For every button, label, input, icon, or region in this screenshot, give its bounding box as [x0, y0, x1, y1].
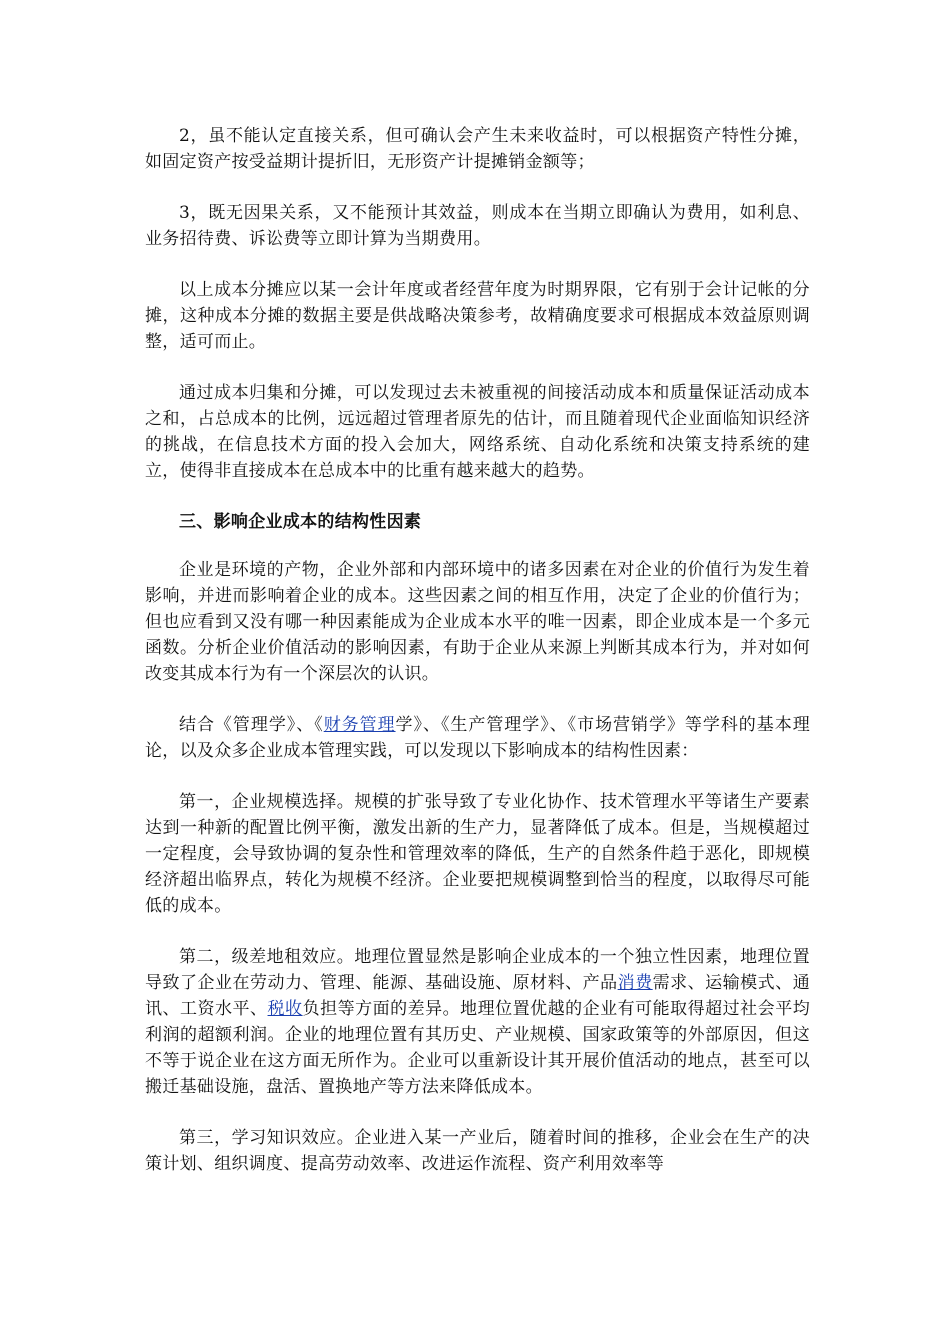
- link-xiaofei[interactable]: 消费: [617, 973, 653, 993]
- paragraph: [145, 789, 810, 919]
- paragraph: [145, 380, 810, 484]
- text-segment: 以上成本分摊应以某一会计年度或者经营年度为时期界限，它有别于会计记帐的分摊，这种成本分摊的数据主要是供战略决策参考，故精确度要求可根据成本效益原则调整，适可而止。: [145, 280, 810, 352]
- text-segment: 第三，学习知识效应。企业进入某一产业后，随着时间的推移，企业会在生产的决策计划、组织调度、提高劳动效率、改进运作流程、资产利用效率等: [145, 1128, 810, 1174]
- paragraph: [145, 944, 810, 1100]
- text-segment: 第一，企业规模选择。规模的扩张导致了专业化协作、技术管理水平等诸生产要素达到一种新的配置比例平衡，激发出新的生产力，显著降低了成本。但是，当规模超过一定程度，会导致协调的复杂性和管理效率的降低，生产的自然条件趋于恶化，即规模经济超出临界点，转化为规模不经济。企业要把规模调整到恰当的程度，以取得尽可能低的成本。: [145, 792, 810, 916]
- paragraph: [145, 277, 810, 355]
- text-segment: 学》、《生产管理学》、《市场营销学》等学科的基本理论，以及众多企业成本管理实践，可以发现以下影响成本的结构性因素：: [145, 715, 810, 761]
- text-segment: 通过成本归集和分摊，可以发现过去未被重视的间接活动成本和质量保证活动成本之和，占总成本的比例，远远超过管理者原先的估计，而且随着现代企业面临知识经济的挑战，在信息技术方面的投入会加大，网络系统、自动化系统和决策支持系统的建立，使得非直接成本在总成本中的比重有越来越大的趋势。: [145, 383, 810, 481]
- link-caiwu-guanli[interactable]: 财务管理: [323, 715, 396, 735]
- text-segment: 负担等方面的差异。地理位置优越的企业有可能取得超过社会平均利润的超额利润。企业的地理位置有其历史、产业规模、国家政策等的外部原因，但这不等于说企业在这方面无所作为。企业可以重新设计其开展价值活动的地点，甚至可以搬迁基础设施，盘活、置换地产等方法来降低成本。: [145, 999, 810, 1097]
- document-body: [145, 123, 810, 1177]
- text-segment: 结合《管理学》、《: [179, 715, 324, 735]
- section-heading: [145, 509, 810, 535]
- paragraph: [145, 1125, 810, 1177]
- text-segment: 2，虽不能认定直接关系，但可确认会产生未来收益时，可以根据资产特性分摊，如固定资产按受益期计提折旧，无形资产计提摊销金额等；: [145, 126, 810, 172]
- paragraph: [145, 712, 810, 764]
- paragraph: [145, 123, 810, 175]
- text-segment: 3，既无因果关系，又不能预计其效益，则成本在当期立即确认为费用，如利息、业务招待费、诉讼费等立即计算为当期费用。: [145, 203, 810, 249]
- text-segment: 第二，级差地租效应。地理位置显然是影响企业成本的一个独立性因素，地理位置导致了企业在劳动力、管理、能源、基础设施、原材料、产品: [145, 947, 810, 993]
- text-segment: 三、影响企业成本的结构性因素: [179, 512, 422, 532]
- paragraph: [145, 200, 810, 252]
- paragraph: [145, 557, 810, 687]
- link-shuishou[interactable]: 税收: [267, 999, 303, 1019]
- text-segment: 需求、运输模式、通讯、工资水平、: [145, 973, 810, 1019]
- text-segment: 企业是环境的产物，企业外部和内部环境中的诸多因素在对企业的价值行为发生着影响，并进而影响着企业的成本。这些因素之间的相互作用，决定了企业的价值行为；但也应看到又没有哪一种因素能成为企业成本水平的唯一因素，即企业成本是一个多元函数。分析企业价值活动的影响因素，有助于企业从来源上判断其成本行为，并对如何改变其成本行为有一个深层次的认识。: [145, 560, 810, 684]
